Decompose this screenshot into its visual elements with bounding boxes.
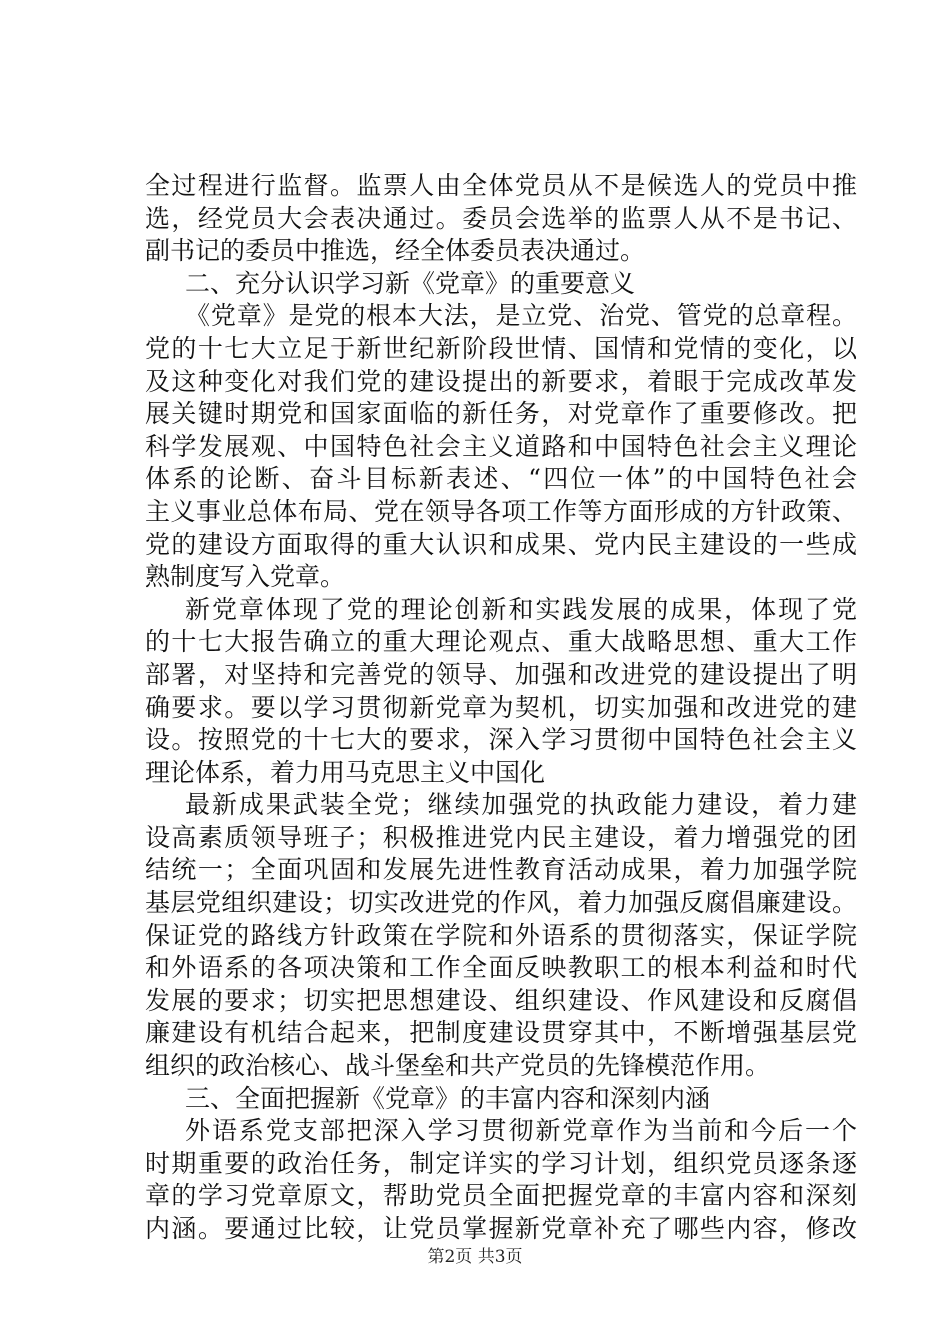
document-body [145, 170, 857, 1246]
text-line: 外语系党支部把深入学习贯彻新党章作为当前和今后一个 [185, 1116, 857, 1146]
text-line: 选，经党员大会表决通过。委员会选举的监票人从不是书记、 [145, 203, 857, 233]
text-line: 三、全面把握新《党章》的丰富内容和深刻内涵 [185, 1083, 711, 1113]
text-line: 发展的要求；切实把思想建设、组织建设、作风建设和反腐倡 [145, 985, 857, 1015]
text-line: 确要求。要以学习贯彻新党章为契机，切实加强和改进党的建 [145, 692, 857, 722]
text-line: 内涵。要通过比较，让党员掌握新党章补充了哪些内容，修改 [145, 1214, 857, 1243]
text-line: 基层党组织建设；切实改进党的作风，着力加强反腐倡廉建设。 [145, 888, 857, 918]
text-line: 最新成果武装全党；继续加强党的执政能力建设，着力建 [185, 790, 857, 820]
page-number-footer: 第2页 共3页 [427, 1247, 523, 1267]
text-line: 展关键时期党和国家面临的新任务，对党章作了重要修改。把 [145, 399, 857, 429]
text-line: 结统一；全面巩固和发展先进性教育活动成果，着力加强学院 [145, 855, 857, 885]
text-line: 的十七大报告确立的重大理论观点、重大战略思想、重大工作 [145, 627, 857, 657]
text-line: 组织的政治核心、战斗堡垒和共产党员的先锋模范作用。 [145, 1051, 771, 1081]
text-line: 体系的论断、奋斗目标新表述、“四位一体”的中国特色社会 [145, 464, 857, 494]
text-line: 廉建设有机结合起来，把制度建设贯穿其中，不断增强基层党 [145, 1018, 857, 1048]
text-line: 时期重要的政治任务，制定详实的学习计划，组织党员逐条逐 [145, 1148, 857, 1178]
text-line: 党的十七大立足于新世纪新阶段世情、国情和党情的变化，以 [145, 333, 857, 363]
text-line: 设高素质领导班子；积极推进党内民主建设，着力增强党的团 [145, 822, 857, 852]
text-line: 二、充分认识学习新《党章》的重要意义 [185, 268, 636, 298]
text-line: 科学发展观、中国特色社会主义道路和中国特色社会主义理论 [145, 431, 857, 461]
text-line: 设。按照党的十七大的要求，深入学习贯彻中国特色社会主义 [145, 725, 857, 755]
text-line: 理论体系，着力用马克思主义中国化 [145, 757, 546, 787]
text-line: 保证党的路线方针政策在学院和外语系的贯彻落实，保证学院 [145, 920, 857, 950]
text-line: 和外语系的各项决策和工作全面反映教职工的根本利益和时代 [145, 953, 857, 983]
text-line: 主义事业总体布局、党在领导各项工作等方面形成的方针政策、 [145, 496, 857, 526]
text-line: 党的建设方面取得的重大认识和成果、党内民主建设的一些成 [145, 529, 857, 559]
text-line: 章的学习党章原文，帮助党员全面把握党章的丰富内容和深刻 [145, 1181, 857, 1211]
text-line: 及这种变化对我们党的建设提出的新要求，着眼于完成改革发 [145, 366, 857, 396]
text-line: 部署，对坚持和完善党的领导、加强和改进党的建设提出了明 [145, 659, 857, 689]
text-line: 熟制度写入党章。 [145, 562, 346, 592]
text-line: 副书记的委员中推选，经全体委员表决通过。 [145, 236, 646, 266]
text-line: 新党章体现了党的理论创新和实践发展的成果，体现了党 [185, 594, 857, 624]
text-line: 《党章》是党的根本大法，是立党、治党、管党的总章程。 [185, 301, 857, 331]
text-line: 全过程进行监督。监票人由全体党员从不是候选人的党员中推 [145, 171, 857, 200]
